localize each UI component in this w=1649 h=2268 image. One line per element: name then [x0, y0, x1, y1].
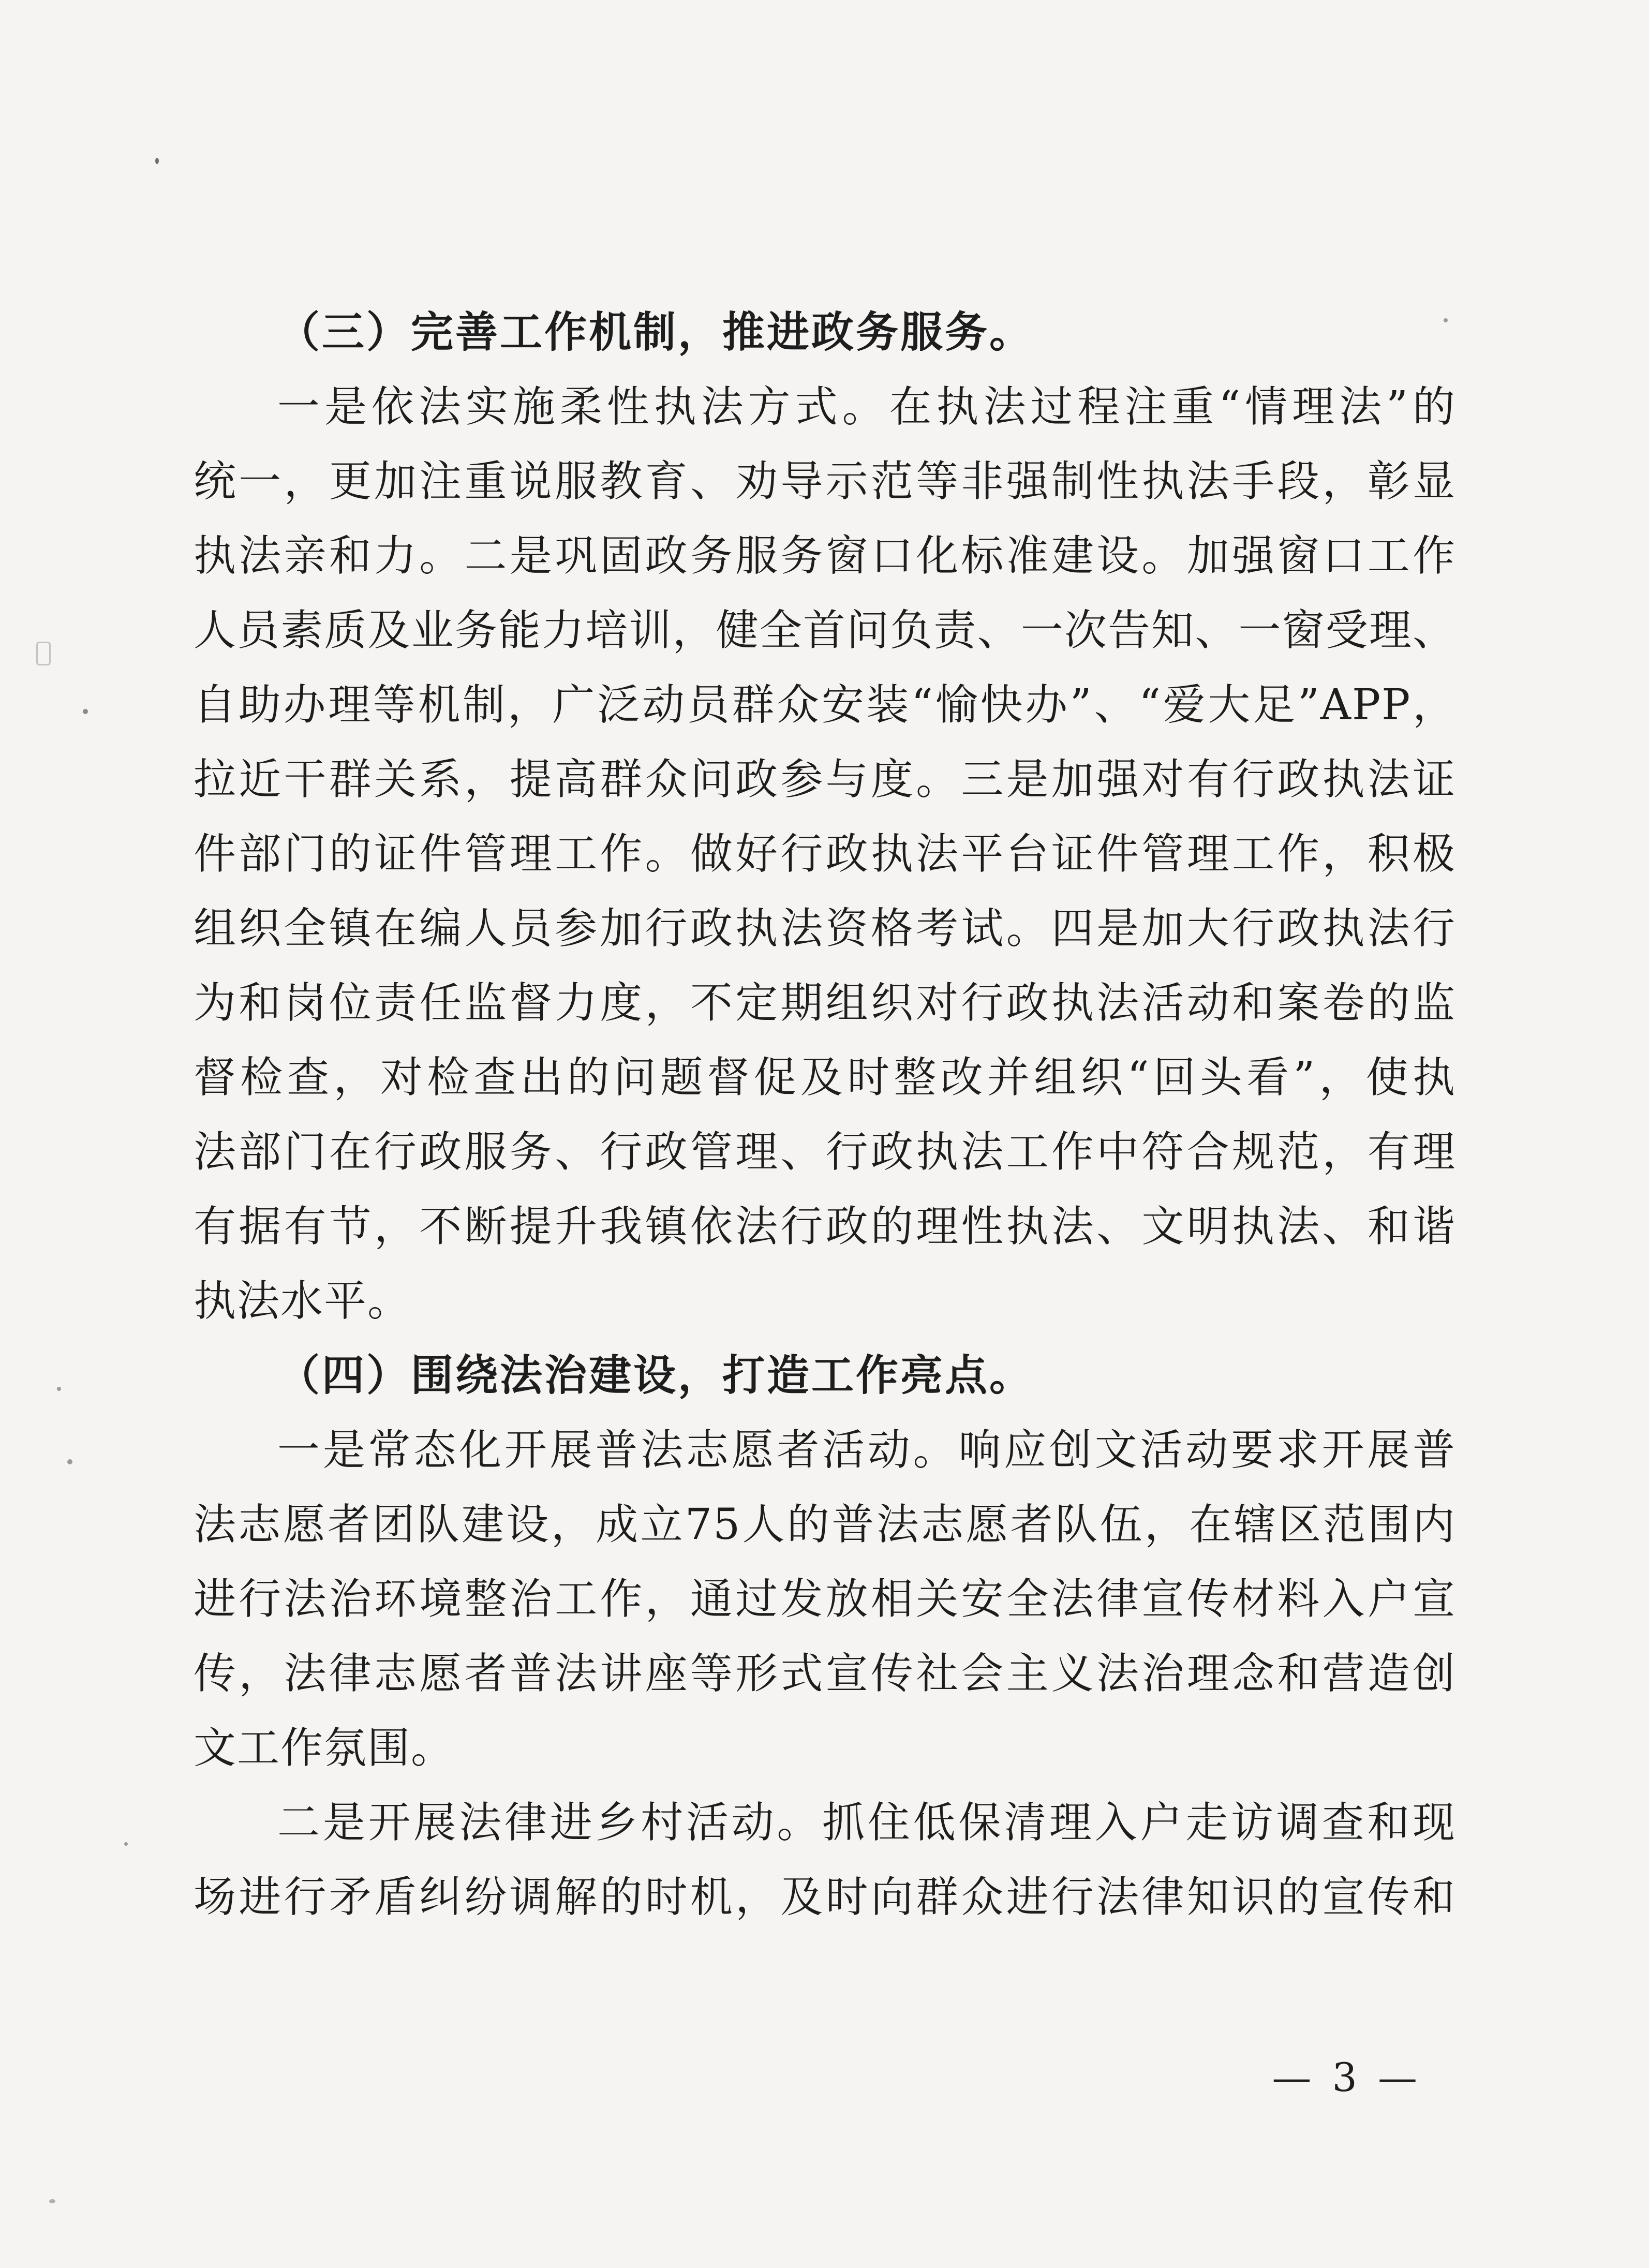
paragraph-line: 有据有节，不断提升我镇依法行政的理性执法、文明执法、和谐	[194, 1202, 1456, 1251]
paragraph-line: 一是依法实施柔性执法方式。在执法过程注重“情理法”的	[277, 382, 1456, 432]
scan-speck	[57, 1387, 61, 1391]
paragraph-line: 文工作氛围。	[194, 1724, 455, 1773]
scan-speck	[155, 158, 159, 164]
scan-speck	[67, 1459, 72, 1464]
paragraph-line: 传，法律志愿者普法讲座等形式宣传社会主义法治理念和营造创	[194, 1649, 1456, 1698]
paragraph-line: 统一，更加注重说服教育、劝导示范等非强制性执法手段，彰显	[194, 457, 1456, 506]
section-heading: （三）完善工作机制，推进政务服务。	[277, 308, 1034, 357]
paragraph-line: 进行法治环境整治工作，通过发放相关安全法律宣传材料入户宣	[194, 1575, 1456, 1624]
paragraph-line: 组织全镇在编人员参加行政执法资格考试。四是加大行政执法行	[194, 904, 1456, 953]
paragraph-line: 执法水平。	[194, 1277, 411, 1326]
paragraph-line: 督检查，对检查出的问题督促及时整改并组织“回头看”，使执	[194, 1053, 1456, 1102]
paragraph-line: 场进行矛盾纠纷调解的时机，及时向群众进行法律知识的宣传和	[194, 1873, 1456, 1922]
scan-speck	[83, 709, 88, 714]
punch-hole-mark	[36, 642, 51, 665]
paragraph-line: 件部门的证件管理工作。做好行政执法平台证件管理工作，积极	[194, 829, 1456, 879]
paragraph-line: 二是开展法律进乡村活动。抓住低保清理入户走访调查和现	[277, 1798, 1456, 1847]
scan-speck	[49, 2199, 55, 2203]
paragraph-line: 法志愿者团队建设，成立75人的普法志愿者队伍，在辖区范围内	[194, 1500, 1456, 1549]
paragraph-line: 执法亲和力。二是巩固政务服务窗口化标准建设。加强窗口工作	[194, 531, 1456, 581]
scan-speck	[124, 1842, 128, 1846]
paragraph-line: 为和岗位责任监督力度，不定期组织对行政执法活动和案卷的监	[194, 979, 1456, 1028]
paragraph-line: 法部门在行政服务、行政管理、行政执法工作中符合规范，有理	[194, 1128, 1456, 1177]
section-heading: （四）围绕法治建设，打造工作亮点。	[277, 1351, 1034, 1400]
paragraph-line: 一是常态化开展普法志愿者活动。响应创文活动要求开展普	[277, 1426, 1456, 1475]
paragraph-line: 自助办理等机制，广泛动员群众安装“愉快办”、“爱大足”APP，	[194, 680, 1456, 730]
paragraph-line: 拉近干群关系，提高群众问政参与度。三是加强对有行政执法证	[194, 755, 1456, 804]
paragraph-line: 人员素质及业务能力培训，健全首问负责、一次告知、一窗受理、	[194, 606, 1456, 655]
page-number: — 3 —	[1272, 2054, 1421, 2100]
